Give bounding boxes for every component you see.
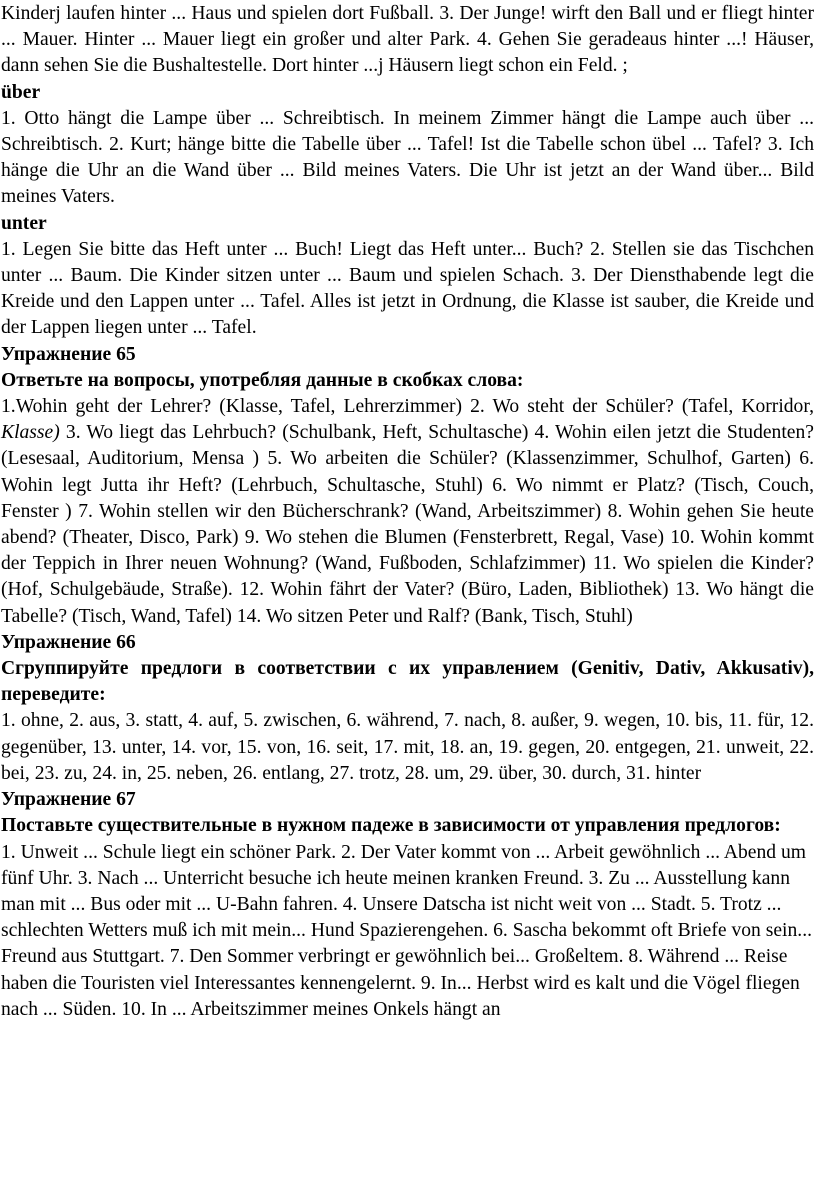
exercise-66-title: Упражнение 66 — [1, 631, 136, 653]
exercise-65-text-italic: Klasse) — [1, 422, 60, 444]
section-text-ueber: 1. Otto hängt die Lampe über ... Schreibtisch. In meinem Zimmer hängt die Lampe auch über ... Schreibtisch. 2. Kurt; hänge bitte die Tabelle über ... Tafel! Ist die Tabelle schon übel ... Tafel? 3. Ich hänge die Uhr an die Wand über ... Bild meines Vaters. Die Uhr ist jetzt an der Wand über... Bild meines Vaters. — [1, 107, 814, 208]
exercise-67-text: 1. Unweit ... Schule liegt ein schöner Park. 2. Der Vater kommt von ... Arbeit gewöhnlich ... Abend um fünf Uhr. 3. Nach ... Unterricht besuche ich heute meinen kranken Freund. 3. Zu ... Ausstellung kann man mit ... Bus oder mit ... U-Bahn fahren. 4. Unsere Datscha ist nicht weit von ... Stadt. 5. Trotz ... schlechten Wetters muß ich mit mein... Hund Spazierengehen. 6. Sascha bekommt oft Briefe von sein... Freund aus Stuttgart. 7. Den Sommer verbringt er gewöhnlich bei... Großeltem. 8. Während ... Reise haben die Touristen viel Interessantes kennengelernt. 9. In... Herbst wird es kalt und die Vögel fliegen nach ... Süden. 10. In ... Arbeitszimmer meines Onkels hängt an — [1, 841, 812, 1020]
exercise-66-text: 1. ohne, 2. aus, 3. statt, 4. auf, 5. zwischen, 6. während, 7. nach, 8. außer, 9. wegen, 10. bis, 11. für, 12. gegenüber, 13. unter, 14. vor, 15. von, 16. seit, 17. mit, 18. an, 19. gegen, 20. entgegen, 21. unweit, 22. bei, 23. zu, 24. in, 25. neben, 26. entlang, 27. trotz, 28. um, 29. über, 30. durch, 31. hinter — [1, 710, 814, 784]
exercise-67-instruction: Поставьте существительные в нужном падеже в зависимости от управления предлогов: — [1, 815, 781, 837]
exercise-67-title: Упражнение 67 — [1, 789, 136, 811]
exercise-65-instruction: Ответьте на вопросы, употребляя данные в скобках слова: — [1, 369, 524, 391]
exercise-65-title: Упражнение 65 — [1, 343, 136, 365]
section-heading-unter: unter — [1, 212, 47, 234]
exercise-65-text — [1, 394, 814, 630]
exercise-65-text-part2: 3. Wo liegt das Lehrbuch? (Schulbank, Heft, Schultasche) 4. Wohin eilen jetzt die Studenten? (Lesesaal, Auditorium, Mensa ) 5. Wo arbeiten die Schüler? (Klassenzimmer, Schulhof, Garten) 6. Wohin legt Jutta ihr Heft? (Lehrbuch, Schultasche, Stuhl) 6. Wo nimmt er Platz? (Tisch, Couch, Fenster ) 7. Wohin stellen wir den Bücherschrank? (Wand, Arbeitszimmer) 8. Wohin gehen Sie heute abend? (Theater, Disco, Park) 9. Wo stehen die Blumen (Fensterbrett, Regal, Vase) 10. Wohin kommt der Teppich in Ihrer neuen Wohnung? (Wand, Fußboden, Schlafzimmer) 11. Wo spielen die Kinder? (Hof, Schulgebäude, Straße). 12. Wohin fährt der Vater? (Büro, Laden, Bibliothek) 13. Wo hängt die Tabelle? (Tisch, Wand, Tafel) 14. Wo sitzen Peter und Ralf? (Bank, Tisch, Stuhl) — [1, 422, 814, 627]
exercise-66-instruction: Сгруппируйте предлоги в соответствии с их управлением (Genitiv, Dativ, Akkusativ), переведите: — [1, 658, 814, 706]
section-text-unter: 1. Legen Sie bitte das Heft unter ... Buch! Liegt das Heft unter... Buch? 2. Stellen sie das Tischchen unter ... Baum. Die Kinder sitzen unter ... Baum und spielen Schach. 3. Der Diensthabende legt die Kreide und den Lappen unter ... Tafel. Alles ist jetzt in Ordnung, die Klasse ist sauber, die Kreide und der Lappen liegen unter ... Tafel. — [1, 238, 814, 339]
intro-paragraph: Kinderj laufen hinter ... Haus und spielen dort Fußball. 3. Der Junge! wirft den Ball und er fliegt hinter ... Mauer. Hinter ... Mauer liegt ein großer und alter Park. 4. Gehen Sie geradeaus hinter ...! Häuser, dann sehen Sie die Bushaltestelle. Dort hinter ...j Häusern liegt schon ein Feld. ; — [1, 3, 814, 77]
section-heading-ueber: über — [1, 81, 41, 103]
exercise-65-text-part1: 1.Wohin geht der Lehrer? (Klasse, Tafel, Lehrerzimmer) 2. Wo steht der Schüler? (Tafel, Korridor, — [1, 396, 814, 418]
